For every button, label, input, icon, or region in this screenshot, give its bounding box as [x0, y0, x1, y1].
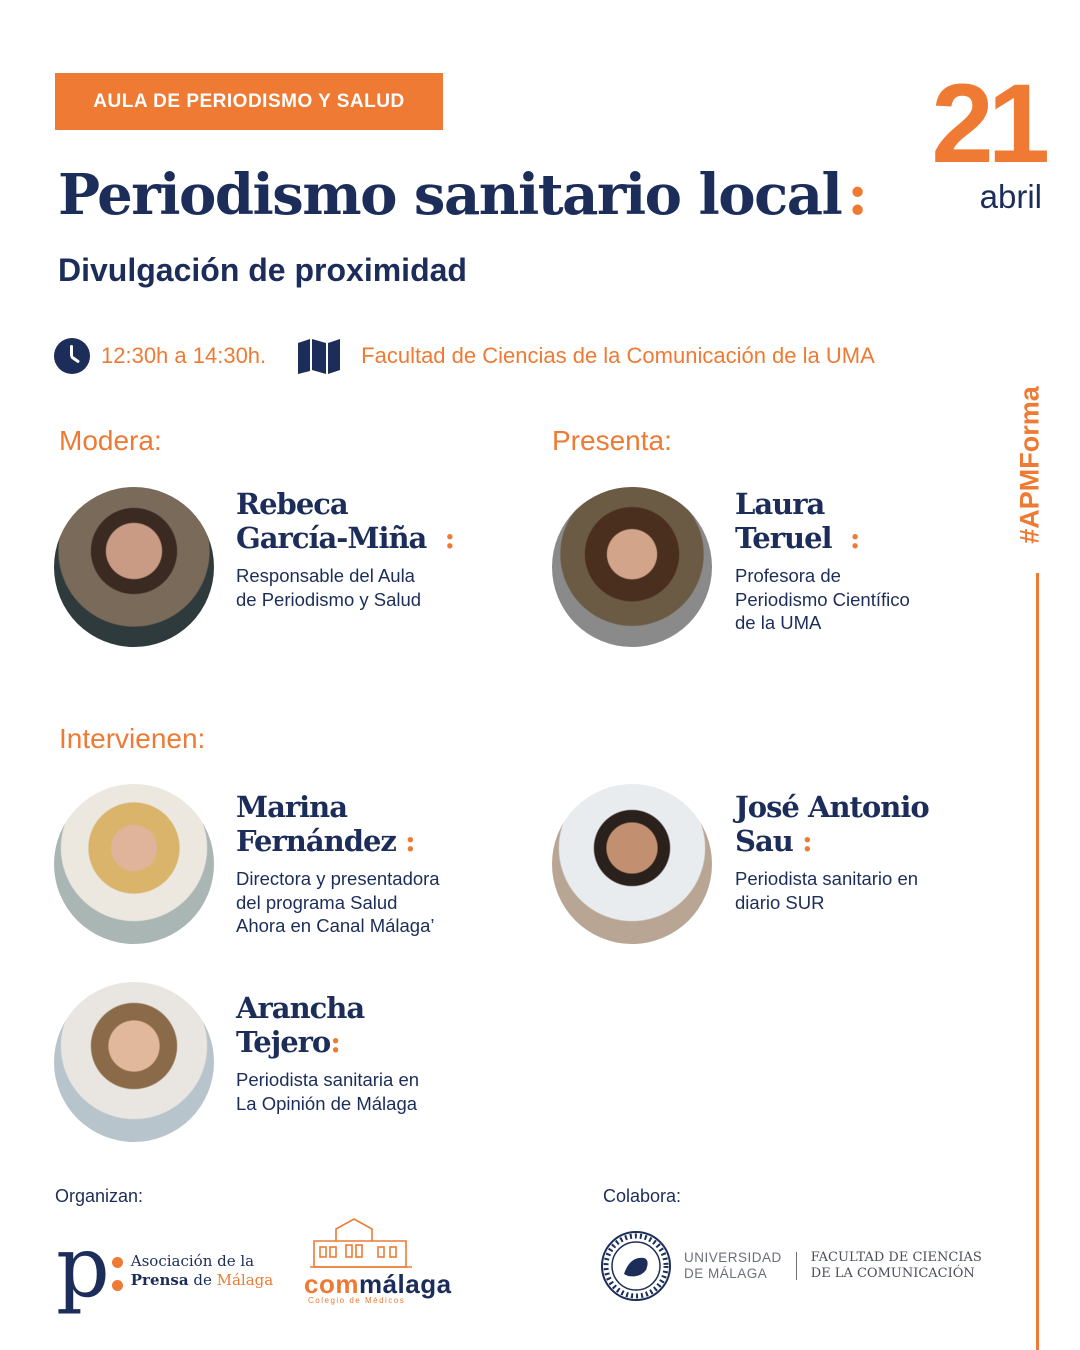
person-name: Arancha Tejero:: [236, 991, 365, 1059]
organizers-label: Organizan:: [55, 1186, 144, 1206]
apm-logo: p Asociación de la Prensa de Málaga: [56, 1218, 274, 1316]
person-name: Marina Fernández :: [236, 790, 415, 858]
map-icon: [296, 337, 342, 375]
uma-logo: UNIVERSIDAD DE MÁLAGA FACULTAD DE CIENCIAS DE LA COMUNICACIÓN: [600, 1230, 982, 1302]
avatar-laura: [552, 487, 712, 647]
person-role: Periodista sanitaria en La Opinión de Málaga: [236, 1069, 420, 1114]
person-name: José Antonio Sau :: [735, 790, 929, 858]
building-icon: [306, 1215, 416, 1269]
person-role: Responsable del Aula de Periodismo y Salud: [236, 565, 422, 610]
avatar-marina: [54, 784, 214, 944]
avatar-rebeca: [54, 487, 214, 647]
moderator-label: Modera:: [59, 425, 162, 456]
person-role: Profesora de Periodismo Científico de la UMA: [735, 565, 910, 633]
avatar-jose-antonio: [552, 784, 712, 944]
person-role: Periodista sanitario en diario SUR: [735, 868, 919, 913]
event-time: 12:30h a 14:30h.: [101, 343, 267, 368]
collaborator-label: Colabora:: [603, 1186, 682, 1206]
event-place: Facultad de Ciencias de la Comunicación de la UMA: [361, 343, 875, 368]
event-info: [54, 337, 875, 375]
presenter-label: Presenta:: [552, 425, 672, 456]
clock-icon: [54, 338, 90, 374]
person-role: Directora y presentadora del programa Salud Ahora en Canal Málaga’: [236, 868, 440, 936]
date-month: abril: [979, 178, 1042, 215]
event-badge: AULA DE PERIODISMO Y SALUD: [55, 73, 443, 130]
speakers-label: Intervienen:: [59, 723, 206, 754]
avatar-arancha: [54, 982, 214, 1142]
date-day: 21: [931, 61, 1044, 186]
page-title: Periodismo sanitario local :: [58, 162, 867, 228]
hashtag: #APMForma: [1014, 386, 1045, 544]
commalaga-logo: commálaga Colegio de Médicos: [300, 1215, 465, 1307]
university-seal-icon: [600, 1230, 672, 1302]
person-name: Laura Teruel :: [735, 487, 860, 555]
person-name: Rebeca García-Miña :: [236, 487, 455, 555]
decorative-line: [1036, 573, 1039, 1350]
page-subtitle: Divulgación de proximidad: [58, 252, 467, 288]
